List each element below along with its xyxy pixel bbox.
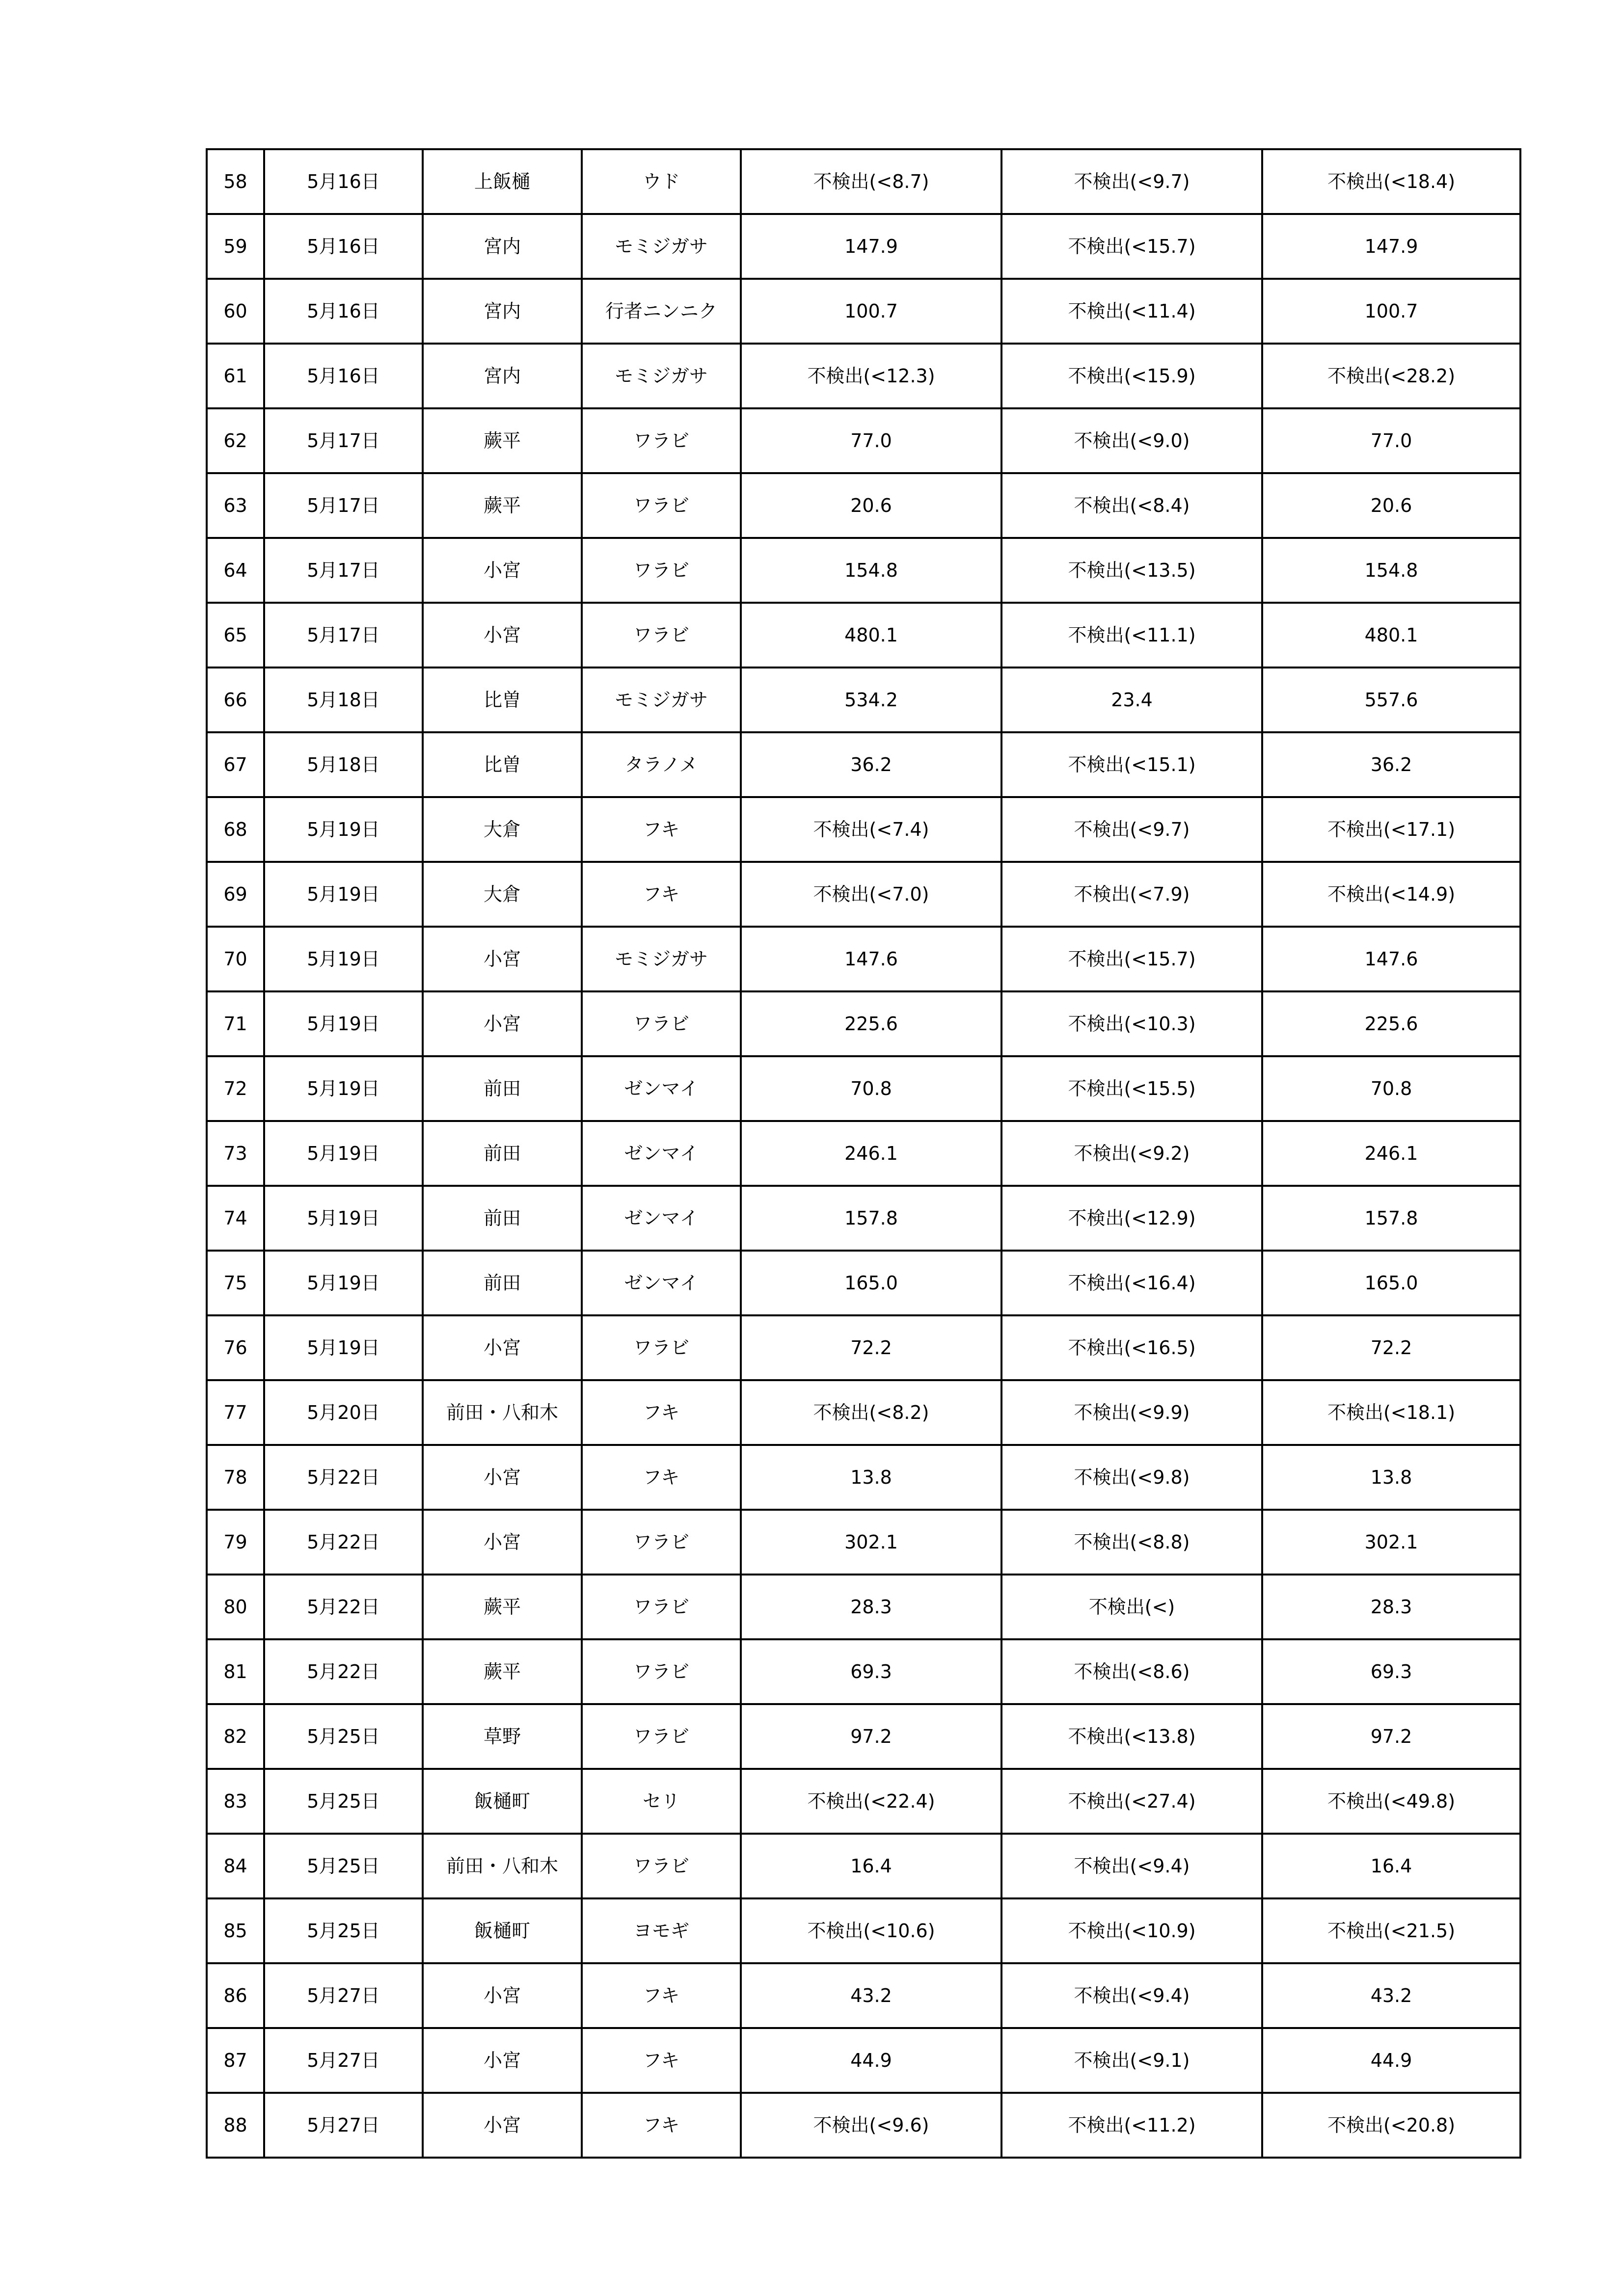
cell-value-2: 不検出(<9.0)	[1001, 408, 1262, 473]
cell-sample-number: 86	[207, 1963, 264, 2028]
cell-sample-number: 68	[207, 797, 264, 862]
cell-item: ワラビ	[582, 1315, 741, 1380]
cell-sample-number: 75	[207, 1251, 264, 1315]
cell-total: 不検出(<14.9)	[1262, 862, 1520, 927]
cell-date: 5月25日	[264, 1769, 423, 1834]
cell-value-1: 44.9	[741, 2028, 1001, 2093]
cell-total: 44.9	[1262, 2028, 1520, 2093]
table-row	[207, 862, 1520, 927]
cell-value-1: 不検出(<8.2)	[741, 1380, 1001, 1445]
table-row	[207, 1898, 1520, 1963]
table-row	[207, 1834, 1520, 1898]
cell-value-2: 不検出(<16.4)	[1001, 1251, 1262, 1315]
cell-date: 5月16日	[264, 149, 423, 214]
cell-sample-number: 61	[207, 344, 264, 408]
cell-sample-number: 84	[207, 1834, 264, 1898]
cell-total: 69.3	[1262, 1639, 1520, 1704]
cell-date: 5月18日	[264, 667, 423, 732]
cell-item: ゼンマイ	[582, 1056, 741, 1121]
cell-value-1: 154.8	[741, 538, 1001, 603]
cell-value-1: 43.2	[741, 1963, 1001, 2028]
cell-area: 前田	[423, 1186, 582, 1251]
cell-sample-number: 80	[207, 1575, 264, 1639]
cell-item: フキ	[582, 862, 741, 927]
cell-value-2: 不検出(<)	[1001, 1575, 1262, 1639]
cell-item: ワラビ	[582, 991, 741, 1056]
cell-area: 蕨平	[423, 473, 582, 538]
cell-value-2: 不検出(<15.7)	[1001, 927, 1262, 991]
cell-item: ウド	[582, 149, 741, 214]
cell-item: フキ	[582, 2028, 741, 2093]
cell-area: 前田	[423, 1056, 582, 1121]
cell-sample-number: 74	[207, 1186, 264, 1251]
table-row	[207, 667, 1520, 732]
cell-item: ワラビ	[582, 408, 741, 473]
cell-area: 小宮	[423, 2028, 582, 2093]
cell-area: 小宮	[423, 1963, 582, 2028]
cell-value-2: 不検出(<8.4)	[1001, 473, 1262, 538]
cell-area: 大倉	[423, 797, 582, 862]
cell-value-2: 不検出(<15.9)	[1001, 344, 1262, 408]
cell-value-1: 147.6	[741, 927, 1001, 991]
cell-total: 70.8	[1262, 1056, 1520, 1121]
cell-value-1: 36.2	[741, 732, 1001, 797]
cell-total: 480.1	[1262, 603, 1520, 667]
cell-value-2: 不検出(<9.4)	[1001, 1834, 1262, 1898]
cell-date: 5月25日	[264, 1898, 423, 1963]
cell-date: 5月19日	[264, 1315, 423, 1380]
cell-item: モミジガサ	[582, 214, 741, 279]
cell-item: ヨモギ	[582, 1898, 741, 1963]
cell-sample-number: 66	[207, 667, 264, 732]
cell-value-1: 不検出(<7.0)	[741, 862, 1001, 927]
cell-total: 不検出(<21.5)	[1262, 1898, 1520, 1963]
cell-value-1: 97.2	[741, 1704, 1001, 1769]
radiation-results-table	[206, 148, 1521, 2159]
cell-total: 246.1	[1262, 1121, 1520, 1186]
table-body	[207, 149, 1520, 2158]
cell-value-2: 不検出(<11.1)	[1001, 603, 1262, 667]
cell-total: 165.0	[1262, 1251, 1520, 1315]
cell-item: ワラビ	[582, 1575, 741, 1639]
cell-area: 比曽	[423, 667, 582, 732]
cell-value-2: 不検出(<9.7)	[1001, 149, 1262, 214]
cell-date: 5月27日	[264, 2093, 423, 2158]
cell-value-2: 不検出(<8.8)	[1001, 1510, 1262, 1575]
cell-value-2: 不検出(<10.9)	[1001, 1898, 1262, 1963]
cell-sample-number: 69	[207, 862, 264, 927]
cell-sample-number: 81	[207, 1639, 264, 1704]
cell-sample-number: 79	[207, 1510, 264, 1575]
cell-item: ゼンマイ	[582, 1121, 741, 1186]
table-row	[207, 603, 1520, 667]
table-row	[207, 1575, 1520, 1639]
cell-value-2: 23.4	[1001, 667, 1262, 732]
cell-date: 5月25日	[264, 1704, 423, 1769]
cell-area: 飯樋町	[423, 1769, 582, 1834]
cell-value-2: 不検出(<9.1)	[1001, 2028, 1262, 2093]
cell-sample-number: 64	[207, 538, 264, 603]
table-row	[207, 797, 1520, 862]
cell-value-2: 不検出(<11.4)	[1001, 279, 1262, 344]
cell-total: 557.6	[1262, 667, 1520, 732]
table-row	[207, 1251, 1520, 1315]
cell-value-2: 不検出(<8.6)	[1001, 1639, 1262, 1704]
cell-sample-number: 88	[207, 2093, 264, 2158]
cell-area: 上飯樋	[423, 149, 582, 214]
cell-value-1: 不検出(<9.6)	[741, 2093, 1001, 2158]
cell-date: 5月19日	[264, 862, 423, 927]
cell-date: 5月22日	[264, 1639, 423, 1704]
cell-area: 蕨平	[423, 1639, 582, 1704]
cell-total: 13.8	[1262, 1445, 1520, 1510]
cell-area: 小宮	[423, 2093, 582, 2158]
cell-item: セリ	[582, 1769, 741, 1834]
cell-item: ゼンマイ	[582, 1251, 741, 1315]
cell-value-1: 不検出(<10.6)	[741, 1898, 1001, 1963]
cell-total: 不検出(<17.1)	[1262, 797, 1520, 862]
cell-total: 100.7	[1262, 279, 1520, 344]
cell-date: 5月22日	[264, 1445, 423, 1510]
cell-area: 小宮	[423, 1315, 582, 1380]
cell-area: 蕨平	[423, 408, 582, 473]
cell-date: 5月27日	[264, 1963, 423, 2028]
table-row	[207, 991, 1520, 1056]
cell-area: 宮内	[423, 279, 582, 344]
table-row	[207, 1445, 1520, 1510]
cell-value-2: 不検出(<15.7)	[1001, 214, 1262, 279]
cell-area: 宮内	[423, 214, 582, 279]
cell-sample-number: 65	[207, 603, 264, 667]
cell-value-1: 157.8	[741, 1186, 1001, 1251]
cell-value-2: 不検出(<10.3)	[1001, 991, 1262, 1056]
cell-date: 5月22日	[264, 1575, 423, 1639]
cell-total: 不検出(<18.1)	[1262, 1380, 1520, 1445]
cell-item: モミジガサ	[582, 667, 741, 732]
cell-total: 36.2	[1262, 732, 1520, 797]
cell-area: 飯樋町	[423, 1898, 582, 1963]
cell-date: 5月16日	[264, 344, 423, 408]
cell-item: ワラビ	[582, 1704, 741, 1769]
cell-area: 小宮	[423, 603, 582, 667]
table-row	[207, 279, 1520, 344]
cell-total: 不検出(<49.8)	[1262, 1769, 1520, 1834]
cell-item: タラノメ	[582, 732, 741, 797]
cell-total: 16.4	[1262, 1834, 1520, 1898]
cell-total: 147.9	[1262, 214, 1520, 279]
cell-area: 草野	[423, 1704, 582, 1769]
cell-value-2: 不検出(<9.9)	[1001, 1380, 1262, 1445]
cell-value-1: 13.8	[741, 1445, 1001, 1510]
cell-item: フキ	[582, 797, 741, 862]
cell-date: 5月19日	[264, 797, 423, 862]
cell-sample-number: 82	[207, 1704, 264, 1769]
cell-date: 5月19日	[264, 1121, 423, 1186]
cell-date: 5月16日	[264, 279, 423, 344]
cell-date: 5月17日	[264, 408, 423, 473]
table-row	[207, 149, 1520, 214]
table-row	[207, 1704, 1520, 1769]
table-row	[207, 1056, 1520, 1121]
cell-item: フキ	[582, 1380, 741, 1445]
cell-value-1: 70.8	[741, 1056, 1001, 1121]
cell-area: 小宮	[423, 927, 582, 991]
cell-value-2: 不検出(<13.8)	[1001, 1704, 1262, 1769]
cell-value-2: 不検出(<15.1)	[1001, 732, 1262, 797]
cell-area: 大倉	[423, 862, 582, 927]
cell-date: 5月25日	[264, 1834, 423, 1898]
cell-sample-number: 85	[207, 1898, 264, 1963]
cell-item: ワラビ	[582, 1834, 741, 1898]
table-row	[207, 2028, 1520, 2093]
cell-value-1: 不検出(<22.4)	[741, 1769, 1001, 1834]
cell-item: モミジガサ	[582, 927, 741, 991]
cell-value-1: 165.0	[741, 1251, 1001, 1315]
cell-total: 302.1	[1262, 1510, 1520, 1575]
cell-value-1: 77.0	[741, 408, 1001, 473]
table-row	[207, 473, 1520, 538]
cell-total: 147.6	[1262, 927, 1520, 991]
cell-item: モミジガサ	[582, 344, 741, 408]
cell-date: 5月17日	[264, 473, 423, 538]
cell-value-2: 不検出(<9.8)	[1001, 1445, 1262, 1510]
table-row	[207, 1510, 1520, 1575]
cell-value-2: 不検出(<15.5)	[1001, 1056, 1262, 1121]
cell-value-2: 不検出(<9.2)	[1001, 1121, 1262, 1186]
cell-item: フキ	[582, 1963, 741, 2028]
cell-sample-number: 67	[207, 732, 264, 797]
table-row	[207, 214, 1520, 279]
cell-total: 28.3	[1262, 1575, 1520, 1639]
cell-area: 前田・八和木	[423, 1834, 582, 1898]
cell-value-1: 69.3	[741, 1639, 1001, 1704]
table-row	[207, 1315, 1520, 1380]
cell-area: 小宮	[423, 1510, 582, 1575]
cell-area: 宮内	[423, 344, 582, 408]
cell-value-1: 不検出(<7.4)	[741, 797, 1001, 862]
cell-sample-number: 77	[207, 1380, 264, 1445]
cell-sample-number: 78	[207, 1445, 264, 1510]
cell-sample-number: 60	[207, 279, 264, 344]
cell-item: ワラビ	[582, 538, 741, 603]
cell-area: 小宮	[423, 538, 582, 603]
cell-area: 前田・八和木	[423, 1380, 582, 1445]
cell-sample-number: 87	[207, 2028, 264, 2093]
cell-value-2: 不検出(<12.9)	[1001, 1186, 1262, 1251]
table-row	[207, 344, 1520, 408]
cell-total: 43.2	[1262, 1963, 1520, 2028]
cell-total: 97.2	[1262, 1704, 1520, 1769]
cell-value-1: 72.2	[741, 1315, 1001, 1380]
cell-total: 157.8	[1262, 1186, 1520, 1251]
cell-sample-number: 62	[207, 408, 264, 473]
cell-date: 5月19日	[264, 1056, 423, 1121]
cell-item: 行者ニンニク	[582, 279, 741, 344]
cell-value-1: 20.6	[741, 473, 1001, 538]
cell-area: 小宮	[423, 991, 582, 1056]
cell-value-2: 不検出(<7.9)	[1001, 862, 1262, 927]
cell-total: 225.6	[1262, 991, 1520, 1056]
cell-value-1: 534.2	[741, 667, 1001, 732]
cell-value-1: 16.4	[741, 1834, 1001, 1898]
cell-total: 72.2	[1262, 1315, 1520, 1380]
cell-item: ワラビ	[582, 1510, 741, 1575]
cell-date: 5月27日	[264, 2028, 423, 2093]
table-row	[207, 1186, 1520, 1251]
table-row	[207, 2093, 1520, 2158]
cell-area: 蕨平	[423, 1575, 582, 1639]
cell-sample-number: 70	[207, 927, 264, 991]
cell-total: 154.8	[1262, 538, 1520, 603]
cell-area: 前田	[423, 1251, 582, 1315]
table-row	[207, 1769, 1520, 1834]
cell-date: 5月22日	[264, 1510, 423, 1575]
table-row	[207, 732, 1520, 797]
cell-sample-number: 72	[207, 1056, 264, 1121]
cell-sample-number: 76	[207, 1315, 264, 1380]
cell-date: 5月20日	[264, 1380, 423, 1445]
cell-sample-number: 58	[207, 149, 264, 214]
table-row	[207, 1963, 1520, 2028]
cell-item: フキ	[582, 1445, 741, 1510]
cell-total: 不検出(<28.2)	[1262, 344, 1520, 408]
cell-sample-number: 83	[207, 1769, 264, 1834]
cell-value-2: 不検出(<27.4)	[1001, 1769, 1262, 1834]
table-row	[207, 1639, 1520, 1704]
cell-value-1: 不検出(<12.3)	[741, 344, 1001, 408]
cell-area: 比曽	[423, 732, 582, 797]
cell-value-1: 100.7	[741, 279, 1001, 344]
cell-value-1: 246.1	[741, 1121, 1001, 1186]
cell-sample-number: 73	[207, 1121, 264, 1186]
cell-value-1: 147.9	[741, 214, 1001, 279]
cell-sample-number: 71	[207, 991, 264, 1056]
cell-date: 5月19日	[264, 991, 423, 1056]
cell-sample-number: 59	[207, 214, 264, 279]
table-row	[207, 538, 1520, 603]
cell-total: 不検出(<20.8)	[1262, 2093, 1520, 2158]
cell-item: フキ	[582, 2093, 741, 2158]
cell-total: 不検出(<18.4)	[1262, 149, 1520, 214]
cell-value-2: 不検出(<13.5)	[1001, 538, 1262, 603]
table-row	[207, 1380, 1520, 1445]
cell-date: 5月19日	[264, 927, 423, 991]
cell-date: 5月19日	[264, 1186, 423, 1251]
cell-date: 5月19日	[264, 1251, 423, 1315]
cell-value-1: 302.1	[741, 1510, 1001, 1575]
cell-value-2: 不検出(<16.5)	[1001, 1315, 1262, 1380]
cell-area: 前田	[423, 1121, 582, 1186]
table-row	[207, 1121, 1520, 1186]
cell-total: 77.0	[1262, 408, 1520, 473]
cell-date: 5月17日	[264, 538, 423, 603]
cell-value-1: 480.1	[741, 603, 1001, 667]
cell-item: ワラビ	[582, 1639, 741, 1704]
cell-value-2: 不検出(<11.2)	[1001, 2093, 1262, 2158]
cell-area: 小宮	[423, 1445, 582, 1510]
table-row	[207, 927, 1520, 991]
cell-date: 5月17日	[264, 603, 423, 667]
cell-item: ワラビ	[582, 473, 741, 538]
cell-value-1: 28.3	[741, 1575, 1001, 1639]
cell-value-1: 225.6	[741, 991, 1001, 1056]
cell-value-2: 不検出(<9.4)	[1001, 1963, 1262, 2028]
cell-sample-number: 63	[207, 473, 264, 538]
cell-date: 5月16日	[264, 214, 423, 279]
cell-item: ワラビ	[582, 603, 741, 667]
table-row	[207, 408, 1520, 473]
cell-total: 20.6	[1262, 473, 1520, 538]
cell-value-1: 不検出(<8.7)	[741, 149, 1001, 214]
cell-date: 5月18日	[264, 732, 423, 797]
cell-value-2: 不検出(<9.7)	[1001, 797, 1262, 862]
cell-item: ゼンマイ	[582, 1186, 741, 1251]
